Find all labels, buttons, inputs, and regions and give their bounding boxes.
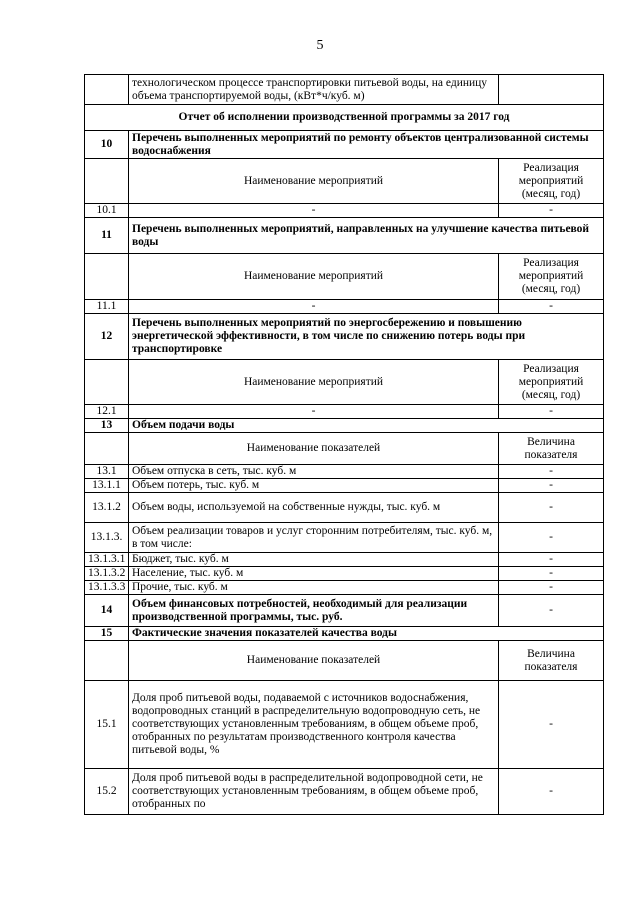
section-row <box>85 218 604 254</box>
row-name: Доля проб питьевой воды в распределительной водопроводной сети, не соответствующих установленным требованиям, в общем объеме проб, отобранных по <box>129 769 499 815</box>
section-title: Объем подачи воды <box>129 419 604 433</box>
row-number: 13.1 <box>85 465 129 479</box>
header-realization: Реализация мероприятий (месяц, год) <box>499 159 604 204</box>
table-row <box>85 204 604 218</box>
row-number: 10.1 <box>85 204 129 218</box>
table-row <box>85 581 604 595</box>
section-number: 11 <box>85 218 129 254</box>
row-name: Объем отпуска в сеть, тыс. куб. м <box>129 465 499 479</box>
row-number: 13.1.1 <box>85 479 129 493</box>
header-row <box>85 433 604 465</box>
header-value: Величина показателя <box>499 641 604 681</box>
header-row <box>85 254 604 300</box>
row-number: 13.1.3.1 <box>85 553 129 567</box>
header-row <box>85 360 604 405</box>
section-number: 13 <box>85 419 129 433</box>
page-number: 5 <box>316 38 324 53</box>
row-number: 15.2 <box>85 769 129 815</box>
header-events: Наименование мероприятий <box>129 254 499 300</box>
section-row <box>85 314 604 360</box>
header-realization: Реализация мероприятий (месяц, год) <box>499 254 604 300</box>
header-row <box>85 159 604 204</box>
header-events: Наименование мероприятий <box>129 159 499 204</box>
section-row <box>85 595 604 627</box>
header-indicators: Наименование показателей <box>129 641 499 681</box>
row-number: 13.1.2 <box>85 493 129 523</box>
table-row <box>85 769 604 815</box>
cell-text: технологическом процессе транспортировки питьевой воды, на единицу объема транспортируемой воды, (кВт*ч/куб. м) <box>129 75 499 105</box>
row-value: - <box>499 523 604 553</box>
table-row <box>85 300 604 314</box>
row-name: Объем потерь, тыс. куб. м <box>129 479 499 493</box>
row-value: - <box>499 553 604 567</box>
report-title: Отчет об исполнении производственной программы за 2017 год <box>85 105 604 131</box>
row-value: - <box>499 405 604 419</box>
row-value: - <box>499 204 604 218</box>
section-title: Фактические значения показателей качества воды <box>129 627 604 641</box>
row-number: 15.1 <box>85 681 129 769</box>
table-row <box>85 405 604 419</box>
section-row <box>85 419 604 433</box>
header-events: Наименование мероприятий <box>129 360 499 405</box>
section-row <box>85 131 604 159</box>
table-row <box>85 523 604 553</box>
section-title: Перечень выполненных мероприятий по энергосбережению и повышению энергетической эффективности, в том числе по снижению потерь воды при транспортировке <box>129 314 604 360</box>
section-number: 10 <box>85 131 129 159</box>
row-value: - <box>499 595 604 627</box>
section-row <box>85 627 604 641</box>
header-realization: Реализация мероприятий (месяц, год) <box>499 360 604 405</box>
row-value: - <box>499 479 604 493</box>
table-row <box>85 567 604 581</box>
header-value: Величина показателя <box>499 433 604 465</box>
row-value: - <box>499 567 604 581</box>
section-title: Перечень выполненных мероприятий по ремонту объектов централизованной системы водоснабжения <box>129 131 604 159</box>
row-value: - <box>499 300 604 314</box>
row-number: 13.1.3.2 <box>85 567 129 581</box>
header-indicators: Наименование показателей <box>129 433 499 465</box>
row-name: Объем воды, используемой на собственные нужды, тыс. куб. м <box>129 493 499 523</box>
row-name: Прочие, тыс. куб. м <box>129 581 499 595</box>
report-table <box>84 74 604 815</box>
row-name: Объем реализации товаров и услуг сторонним потребителям, тыс. куб. м, в том числе: <box>129 523 499 553</box>
section-number: 15 <box>85 627 129 641</box>
section-title: Перечень выполненных мероприятий, направленных на улучшение качества питьевой воды <box>129 218 604 254</box>
table-row <box>85 75 604 105</box>
row-number: 12.1 <box>85 405 129 419</box>
table-row <box>85 681 604 769</box>
row-value: - <box>499 769 604 815</box>
row-value: - <box>499 465 604 479</box>
table-row <box>85 493 604 523</box>
row-name: Население, тыс. куб. м <box>129 567 499 581</box>
row-name: - <box>129 204 499 218</box>
section-title: Объем финансовых потребностей, необходимый для реализации производственной программы, тыс. руб. <box>129 595 499 627</box>
row-number: 13.1.3.3 <box>85 581 129 595</box>
row-value: - <box>499 681 604 769</box>
header-row <box>85 641 604 681</box>
section-number: 12 <box>85 314 129 360</box>
row-name: Доля проб питьевой воды, подаваемой с источников водоснабжения, водопроводных станций в распределительную водопроводную сеть, не соответствующих установленным требованиям, в общем объеме проб, отобранных по результатам производственного контроля качества питьевой воды, % <box>129 681 499 769</box>
row-value: - <box>499 581 604 595</box>
section-number: 14 <box>85 595 129 627</box>
row-name: - <box>129 300 499 314</box>
table-row <box>85 105 604 131</box>
row-number: 11.1 <box>85 300 129 314</box>
row-name: - <box>129 405 499 419</box>
row-name: Бюджет, тыс. куб. м <box>129 553 499 567</box>
row-number: 13.1.3. <box>85 523 129 553</box>
table-row <box>85 465 604 479</box>
table-row <box>85 553 604 567</box>
table-row <box>85 479 604 493</box>
row-value: - <box>499 493 604 523</box>
